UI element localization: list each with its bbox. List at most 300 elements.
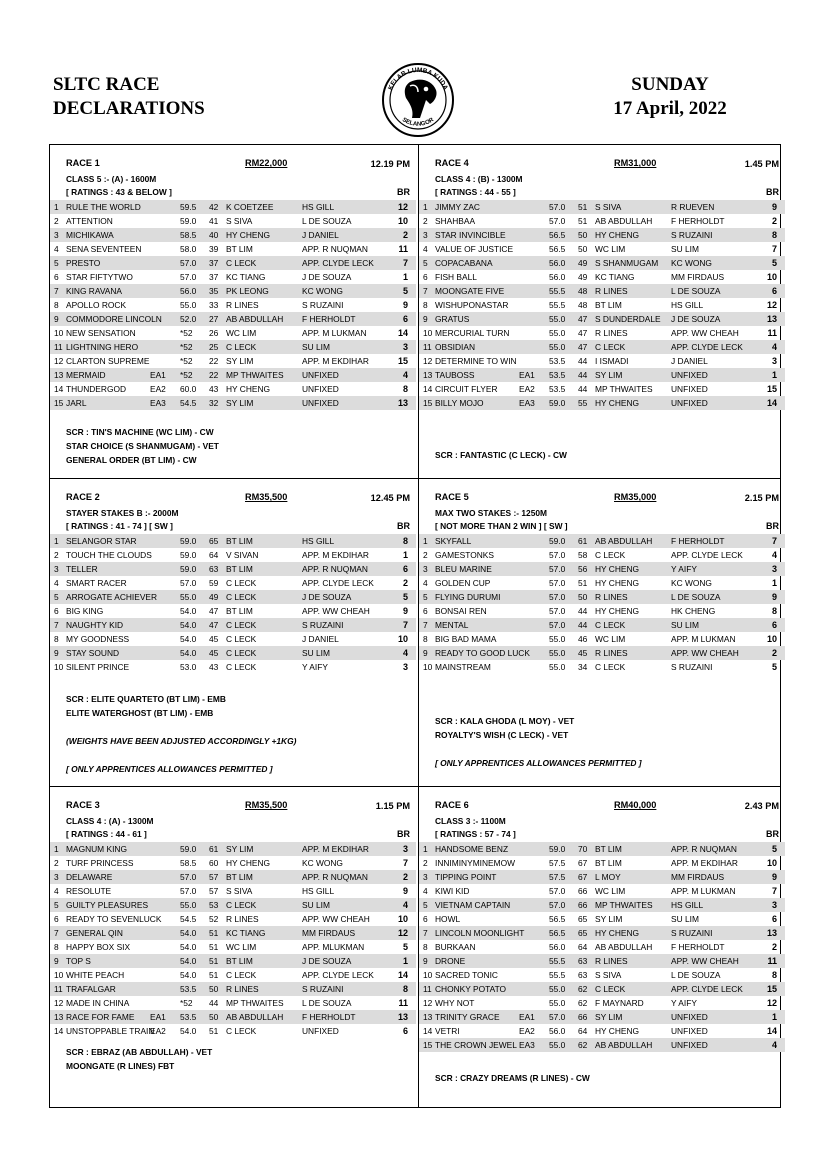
rating: 49: [578, 258, 588, 268]
runner-number: 8: [423, 300, 428, 310]
barrier: 10: [397, 634, 408, 644]
trainer: MM FIRDAUS: [671, 872, 725, 882]
rating: 45: [209, 648, 219, 658]
rating: 37: [209, 258, 219, 268]
runner-number: 2: [54, 550, 59, 560]
race-title: RACE 1: [66, 158, 100, 168]
horse-name: APOLLO ROCK: [66, 300, 127, 310]
weight: 55.5: [549, 970, 566, 980]
rating: 53: [209, 900, 219, 910]
weight: 59.0: [180, 536, 197, 546]
weight: 57.0: [180, 578, 197, 588]
weight: 55.0: [549, 984, 566, 994]
weight: 58.0: [180, 244, 197, 254]
runner-number: 4: [54, 244, 59, 254]
trainer: APP. MLUKMAN: [302, 942, 365, 952]
runner-row: [50, 898, 416, 912]
trainer: S RUZAINI: [302, 620, 344, 630]
barrier: 6: [402, 314, 408, 324]
trainer: Y AIFY: [671, 564, 697, 574]
jockey: C LECK: [595, 984, 626, 994]
runner-row: [50, 884, 416, 898]
weight: 59.5: [180, 202, 197, 212]
runner-number: 1: [423, 536, 428, 546]
runner-number: 4: [423, 578, 428, 588]
trainer: SU LIM: [302, 900, 330, 910]
trainer: APP. R NUQMAN: [302, 872, 368, 882]
jockey: SY LIM: [226, 398, 254, 408]
runner-number: 7: [54, 620, 59, 630]
rating: 51: [209, 956, 219, 966]
runner-row: [419, 660, 785, 674]
logo-text-bottom: SELANGOR: [400, 117, 436, 128]
runner-row: [50, 618, 416, 632]
rating: 45: [578, 648, 588, 658]
barrier: 7: [771, 886, 777, 896]
runner-row: [419, 340, 785, 354]
weight: 57.0: [549, 592, 566, 602]
barrier: 9: [771, 592, 777, 602]
trainer: MM FIRDAUS: [302, 928, 356, 938]
jockey: HY CHENG: [595, 398, 640, 408]
horse-name: JIMMY ZAC: [435, 202, 480, 212]
barrier: 9: [771, 872, 777, 882]
horse-name: MAINSTREAM: [435, 662, 491, 672]
trainer: J DE SOUZA: [302, 272, 352, 282]
rating: 42: [209, 202, 219, 212]
rating: 49: [578, 272, 588, 282]
horse-name: TURF PRINCESS: [66, 858, 134, 868]
runner-row: [419, 884, 785, 898]
weight: 55.0: [549, 998, 566, 1008]
race-panel: [50, 479, 416, 809]
runner-row: [419, 228, 785, 242]
runner-number: 11: [423, 342, 432, 352]
runner-number: 14: [423, 1026, 433, 1036]
weight: 59.0: [549, 844, 566, 854]
runner-number: 6: [54, 914, 59, 924]
club-logo-icon: [380, 62, 456, 138]
weight: 54.0: [180, 648, 197, 658]
jockey: AB ABDULLAH: [595, 942, 653, 952]
barrier: 7: [771, 244, 777, 254]
horse-name: SMART RACER: [66, 578, 127, 588]
rating: 64: [209, 550, 219, 560]
trainer: F HERHOLDT: [671, 216, 725, 226]
runner-row: [419, 982, 785, 996]
barrier: 12: [397, 928, 408, 938]
runner-number: 13: [423, 370, 433, 380]
jockey: C LECK: [595, 342, 626, 352]
runner-number: 2: [423, 858, 428, 868]
horse-name: GRATUS: [435, 314, 470, 324]
trainer: L DE SOUZA: [671, 286, 721, 296]
weight: 57.0: [180, 872, 197, 882]
horse-name: LINCOLN MOONLIGHT: [435, 928, 525, 938]
jockey: BT LIM: [595, 300, 622, 310]
runner-number: 2: [54, 858, 59, 868]
jockey: WC LIM: [595, 886, 626, 896]
barrier: 1: [402, 956, 408, 966]
trainer: APP. R NUQMAN: [671, 844, 737, 854]
runner-number: 4: [423, 244, 428, 254]
runner-row: [419, 954, 785, 968]
runner-row: [419, 368, 785, 382]
trainer: APP. WW CHEAH: [302, 914, 370, 924]
runner-list: [50, 534, 416, 674]
barrier: 13: [397, 398, 408, 408]
race-purse: RM31,000: [614, 158, 657, 168]
runner-number: 6: [423, 606, 428, 616]
runner-number: 10: [423, 328, 433, 338]
jockey: S SIVA: [226, 216, 253, 226]
jockey: AB ABDULLAH: [595, 536, 653, 546]
barrier: 5: [771, 844, 777, 854]
race-notes: [435, 440, 567, 462]
barrier: 12: [397, 202, 408, 212]
jockey: HY CHENG: [595, 606, 640, 616]
rating: 51: [209, 942, 219, 952]
race-notes: [66, 1045, 212, 1073]
barrier: 11: [767, 328, 777, 338]
runner-number: 8: [423, 634, 428, 644]
trainer: UNFIXED: [671, 398, 708, 408]
horse-name: MENTAL: [435, 620, 469, 630]
barrier: 1: [771, 578, 777, 588]
runner-number: 12: [423, 356, 433, 366]
runner-number: 7: [423, 620, 428, 630]
barrier: 12: [766, 300, 777, 310]
rating: 43: [209, 662, 219, 672]
emergency-tag: EA1: [519, 1012, 535, 1022]
horse-name: JARL: [66, 398, 87, 408]
trainer: HS GILL: [671, 300, 704, 310]
rating: 60: [209, 858, 219, 868]
scratching-note: SCR : FANTASTIC (C LECK) - CW: [435, 450, 567, 460]
weight: 54.0: [180, 620, 197, 630]
jockey: BT LIM: [226, 244, 253, 254]
horse-name: OBSIDIAN: [435, 342, 476, 352]
rating: 47: [578, 328, 588, 338]
weight: *52: [180, 328, 193, 338]
rating: 47: [578, 314, 588, 324]
weight: 55.0: [549, 314, 566, 324]
runner-row: [50, 576, 416, 590]
runner-row: [419, 270, 785, 284]
jockey: MP THWAITES: [226, 998, 284, 1008]
race-title: RACE 4: [435, 158, 469, 168]
rating: 65: [578, 928, 588, 938]
weight: 55.0: [180, 300, 197, 310]
runner-row: [419, 562, 785, 576]
horse-name: MICHIKAWA: [66, 230, 114, 240]
trainer: SU LIM: [671, 914, 699, 924]
barrier: 4: [771, 1040, 777, 1050]
race-rating: [ RATINGS : 57 - 74 ]: [435, 829, 516, 839]
barrier: 8: [771, 230, 777, 240]
runner-list: [50, 200, 416, 410]
race-notes: [435, 1063, 590, 1085]
runner-row: [419, 590, 785, 604]
runner-number: 12: [54, 998, 64, 1008]
horse-name: DRONE: [435, 956, 466, 966]
barrier: 10: [766, 634, 777, 644]
weight: 58.5: [180, 230, 197, 240]
jockey: SY LIM: [595, 1012, 623, 1022]
barrier: 8: [771, 970, 777, 980]
weight: 56.0: [549, 272, 566, 282]
runner-number: 9: [54, 648, 59, 658]
rating: 45: [209, 634, 219, 644]
jockey: HY CHENG: [595, 1026, 640, 1036]
race-purse: RM35,000: [614, 492, 657, 502]
trainer: HS GILL: [302, 886, 335, 896]
rating: 35: [209, 286, 219, 296]
weight: 55.5: [549, 300, 566, 310]
runner-row: [50, 660, 416, 674]
emergency-tag: EA1: [150, 1012, 166, 1022]
barrier: 8: [771, 606, 777, 616]
barrier: 6: [771, 286, 777, 296]
rating: 44: [578, 606, 588, 616]
runner-row: [50, 646, 416, 660]
barrier: 3: [771, 900, 777, 910]
runner-row: [419, 354, 785, 368]
trainer: L DE SOUZA: [302, 216, 352, 226]
jockey: R LINES: [595, 328, 628, 338]
runner-row: [50, 396, 416, 410]
runner-number: 8: [423, 942, 428, 952]
horse-name: TOP S: [66, 956, 91, 966]
weight: 55.0: [549, 342, 566, 352]
rating: 62: [578, 984, 588, 994]
barrier: 4: [402, 900, 408, 910]
runner-number: 9: [423, 314, 428, 324]
scratching-note: (WEIGHTS HAVE BEEN ADJUSTED ACCORDINGLY +1KG): [66, 736, 297, 746]
runner-number: 14: [423, 384, 433, 394]
rating: 61: [578, 536, 588, 546]
jockey: AB ABDULLAH: [226, 1012, 284, 1022]
trainer: APP. M LUKMAN: [671, 634, 736, 644]
horse-name: SHAHBAA: [435, 216, 476, 226]
jockey: BT LIM: [226, 606, 253, 616]
barrier: 10: [766, 272, 777, 282]
runner-row: [419, 298, 785, 312]
runner-row: [419, 870, 785, 884]
rating: 59: [209, 578, 219, 588]
jockey: SY LIM: [226, 356, 254, 366]
weight: 57.0: [549, 606, 566, 616]
barrier: 4: [402, 648, 408, 658]
horse-name: NEW SENSATION: [66, 328, 136, 338]
rating: 51: [578, 216, 588, 226]
scratching-note: STAR CHOICE (S SHANMUGAM) - VET: [66, 441, 219, 451]
rating: 67: [578, 872, 588, 882]
race-purse: RM40,000: [614, 800, 657, 810]
jockey: R LINES: [226, 984, 259, 994]
horse-name: COMMODORE LINCOLN: [66, 314, 162, 324]
jockey: R LINES: [595, 956, 628, 966]
rating: 22: [209, 356, 219, 366]
weight: 59.0: [180, 550, 197, 560]
rating: 44: [578, 370, 588, 380]
jockey: HY CHENG: [595, 230, 640, 240]
weight: 54.0: [180, 942, 197, 952]
weight: *52: [180, 998, 193, 1008]
runner-row: [50, 996, 416, 1010]
runner-row: [419, 548, 785, 562]
barrier: 1: [771, 370, 777, 380]
header-title-line1: SLTC RACE: [53, 74, 160, 95]
weight: 55.0: [180, 900, 197, 910]
weight: 55.0: [549, 634, 566, 644]
horse-name: KIWI KID: [435, 886, 470, 896]
emergency-tag: EA2: [150, 1026, 166, 1036]
jockey: BT LIM: [595, 844, 622, 854]
runner-list: [419, 534, 785, 674]
barrier: 2: [771, 942, 777, 952]
jockey: S DUNDERDALE: [595, 314, 661, 324]
weight: 57.0: [180, 886, 197, 896]
jockey: K COETZEE: [226, 202, 274, 212]
barrier: 2: [402, 872, 408, 882]
trainer: KC WONG: [302, 858, 343, 868]
barrier-column-header: BR: [766, 187, 779, 197]
trainer: S RUZAINI: [302, 984, 344, 994]
runner-number: 3: [423, 872, 428, 882]
runner-number: 1: [54, 844, 59, 854]
scratching-note: ELITE WATERGHOST (BT LIM) - EMB: [66, 708, 214, 718]
trainer: F HERHOLDT: [671, 536, 725, 546]
horse-name: PRESTO: [66, 258, 101, 268]
rating: 55: [578, 398, 588, 408]
rating: 26: [209, 328, 219, 338]
trainer: MM FIRDAUS: [671, 272, 725, 282]
barrier: 13: [397, 1012, 408, 1022]
horse-name: NAUGHTY KID: [66, 620, 124, 630]
jockey: R LINES: [595, 592, 628, 602]
horse-name: TRINITY GRACE: [435, 1012, 500, 1022]
barrier: 15: [397, 356, 408, 366]
runner-row: [50, 982, 416, 996]
runner-row: [50, 968, 416, 982]
weight: *52: [180, 342, 193, 352]
emergency-tag: EA1: [150, 370, 166, 380]
runner-row: [419, 646, 785, 660]
jockey: BT LIM: [226, 536, 253, 546]
rating: 67: [578, 858, 588, 868]
horse-name: CHONKY POTATO: [435, 984, 507, 994]
horse-name: STAR FIFTYTWO: [66, 272, 133, 282]
jockey: KC TIANG: [226, 272, 266, 282]
barrier: 7: [402, 858, 408, 868]
runner-number: 3: [54, 872, 59, 882]
horse-name: DETERMINE TO WIN: [435, 356, 517, 366]
weight: 54.0: [180, 634, 197, 644]
jockey: AB ABDULLAH: [226, 314, 284, 324]
header-date: [560, 73, 780, 121]
weight: 55.0: [549, 1040, 566, 1050]
barrier: 11: [767, 956, 777, 966]
runner-number: 2: [423, 550, 428, 560]
weight: 56.0: [549, 942, 566, 952]
runner-number: 6: [423, 272, 428, 282]
weight: 56.5: [549, 928, 566, 938]
rating: 46: [578, 634, 588, 644]
horse-name: BONSAI REN: [435, 606, 487, 616]
race-panel: [419, 479, 785, 809]
race-purse: RM22,000: [245, 158, 288, 168]
jockey: C LECK: [226, 592, 257, 602]
runner-number: 4: [423, 886, 428, 896]
jockey: R LINES: [595, 286, 628, 296]
runner-number: 14: [54, 384, 64, 394]
runner-row: [419, 926, 785, 940]
trainer: UNFIXED: [671, 384, 708, 394]
trainer: APP. R NUQMAN: [302, 244, 368, 254]
race-title: RACE 6: [435, 800, 469, 810]
jockey: C LECK: [226, 620, 257, 630]
header-title-line2: DECLARATIONS: [53, 98, 205, 119]
barrier: 9: [771, 202, 777, 212]
horse-name: WHITE PEACH: [66, 970, 125, 980]
trainer: KC WONG: [671, 258, 712, 268]
runner-row: [419, 576, 785, 590]
barrier: 14: [766, 398, 777, 408]
runner-number: 3: [423, 564, 428, 574]
rating: 57: [209, 872, 219, 882]
jockey: R LINES: [226, 300, 259, 310]
race-time: 2.15 PM: [744, 493, 779, 503]
horse-name: UNSTOPPABLE TRAIN: [66, 1026, 155, 1036]
rating: 34: [578, 662, 588, 672]
horse-name: GUILTY PLEASURES: [66, 900, 149, 910]
runner-number: 11: [423, 984, 432, 994]
race-class: CLASS 4 : (A) - 1300M: [66, 816, 154, 826]
jockey: MP THWAITES: [595, 384, 653, 394]
weight: 57.0: [549, 620, 566, 630]
race-panel: [50, 145, 416, 475]
trainer: APP. M EKDIHAR: [302, 844, 369, 854]
scratching-note: SCR : ELITE QUARTETO (BT LIM) - EMB: [66, 694, 226, 704]
runner-row: [419, 898, 785, 912]
jockey: C LECK: [595, 662, 626, 672]
trainer: J DE SOUZA: [671, 314, 721, 324]
runner-number: 15: [54, 398, 64, 408]
rating: 63: [578, 970, 588, 980]
barrier: 5: [402, 942, 408, 952]
runner-number: 12: [54, 356, 64, 366]
runner-number: 5: [423, 592, 428, 602]
barrier: 9: [402, 886, 408, 896]
trainer: S RUZAINI: [671, 230, 713, 240]
runner-row: [50, 270, 416, 284]
trainer: APP. R NUQMAN: [302, 564, 368, 574]
runner-number: 8: [54, 634, 59, 644]
trainer: UNFIXED: [671, 370, 708, 380]
jockey: L MOY: [595, 872, 621, 882]
horse-name: TAUBOSS: [435, 370, 475, 380]
race-time: 1.15 PM: [375, 801, 410, 811]
runner-row: [50, 340, 416, 354]
runner-row: [419, 326, 785, 340]
jockey: C LECK: [226, 662, 257, 672]
rating: 66: [578, 886, 588, 896]
runner-number: 10: [423, 662, 433, 672]
runner-number: 7: [54, 286, 59, 296]
trainer: UNFIXED: [671, 1026, 708, 1036]
trainer: J DANIEL: [302, 230, 339, 240]
